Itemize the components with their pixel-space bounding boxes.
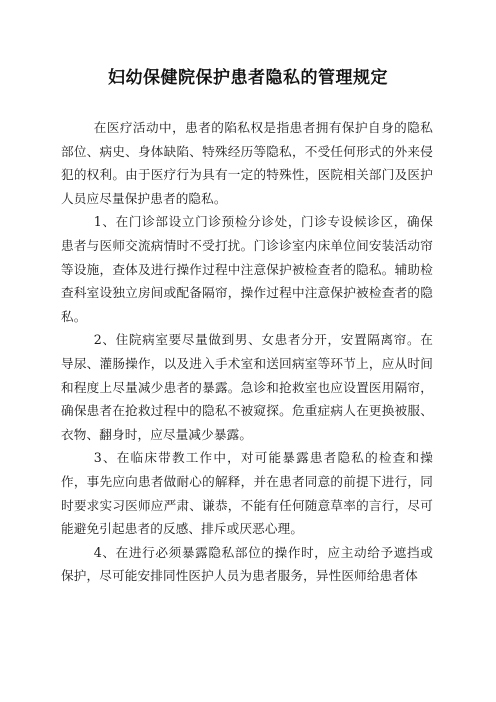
paragraph-item-1: 1、在门诊部设立门诊预检分诊处，门诊专设候诊区，确保患者与医师交流病情时不受打扰。门诊诊室内床单位间安装活动帘等设施，查体及进行操作过程中注意保护被检查者的隐私。辅助检查科室设独立房间或配备隔帘，操作过程中注意保护被检查者的隐私。 bbox=[61, 214, 433, 324]
paragraph-item-4: 4、在进行必须暴露隐私部位的操作时，应主动给予遮挡或保护，尽可能安排同性医护人员为患者服务，异性医师给患者体 bbox=[61, 544, 433, 584]
paragraph-item-2: 2、住院病室要尽量做到男、女患者分开，安置隔离帘。在导尿、灌肠操作，以及进入手术室和送回病室等环节上，应从时间和程度上尽量减少患者的暴露。急诊和抢救室也应设置医用隔帘，确保患者在抢救过程中的隐私不被窥探。危重症病人在更换被服、衣物、翻身时，应尽量减少暴露。 bbox=[61, 332, 433, 442]
paragraph-intro: 在医疗活动中，患者的陷私权是指患者拥有保护自身的隐私部位、病史、身体缺陷、特殊经历等隐私，不受任何形式的外来侵犯的权利。由于医疗行为具有一定的特殊性，医院相关部门及医护人员应尽量保护患者的隐私。 bbox=[61, 120, 433, 206]
document-body bbox=[61, 116, 433, 588]
paragraph-item-3: 3、在临床带教工作中，对可能暴露患者隐私的检查和操作，事先应向患者做耐心的解释，并在患者同意的前提下进行，同时要求实习医师应严肃、谦恭，不能有任何随意草率的言行，尽可能避免引起患者的反感、排斥或厌恶心理。 bbox=[61, 450, 433, 537]
document-title: 妇幼保健院保护患者隐私的管理规定 bbox=[108, 68, 388, 88]
